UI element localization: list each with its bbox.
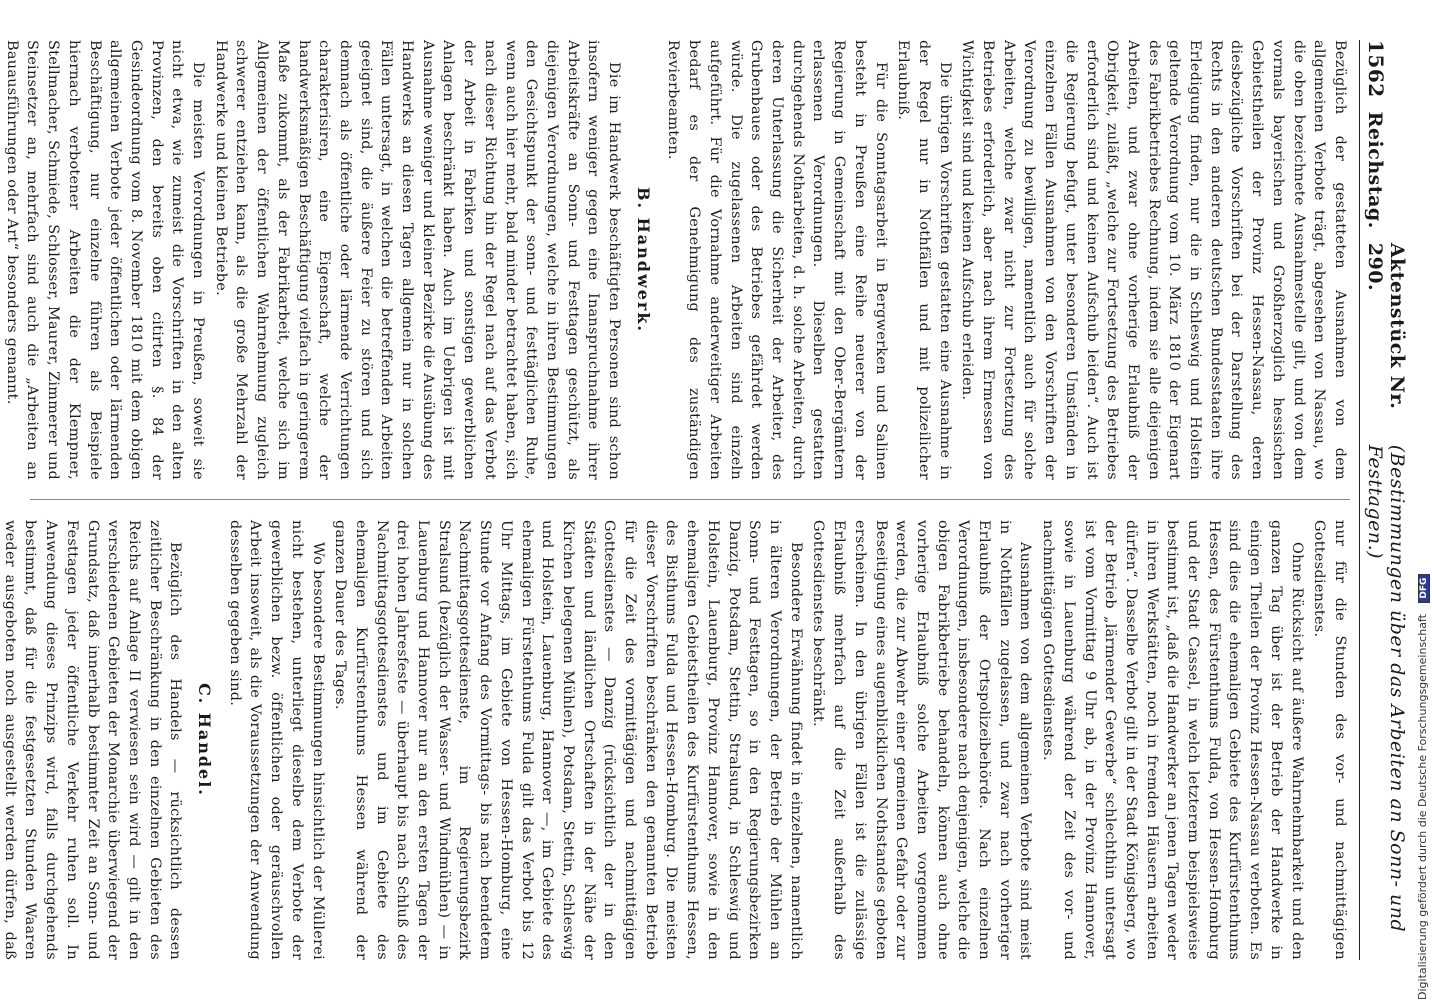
column-divider bbox=[30, 499, 1350, 500]
paragraph: Die im Handwerk beschäftigten Personen sind schon insofern weniger gegen eine Inanspruchnahme ihrer Arbeitskräfte an Sonn- und Festtagen geschützt, als diejenigen Verordnungen, welche in ihren Bestimmungen den Gesichtspunkt der sonn- und festtäglichen Ruhe, wenn auch hier mehr, bald minder betrachtet haben, sich nach dieser Richtung hin der Regel nach auf das Verbot der Arbeit in Fabriken und sonstigen gewerblichen Anlagen beschränkt haben. Auch im Uebrigen ist mit Ausnahme weniger und kleiner Bezirke die Ausübung des Handwerks an diesen Tagen allgemein nur in solchen Fällen untersagt, in welchen die betreffenden Arbeiten geeignet sind, die äußere Feier zu stören und sich demnach als öffentliche oder lärmende Verrichtungen charakterisiren, eine Eigenschaft, welche der handwerksmäßigen Beschäftigung vielfach in geringerem Maße zukommt, als der Fabrikarbeit, welche sich im Allgemeinen der öffentlichen Wahrnehmung zugleich schwerer entziehen kann, als die große Mehrzahl der Handwerke und kleinen Betriebe. bbox=[212, 40, 623, 480]
header-title: (Bestimmungen über das Arbeiten an Sonn- und Festtagen.) bbox=[1364, 444, 1408, 933]
paragraph: nur für die Stunden des vor- und nachmittägigen Gottesdienstes. bbox=[1311, 520, 1348, 960]
paragraph: Besondere Erwähnung findet in einzelnen, namentlich in älteren Verordnungen, der Betrieb der Mühlen an Sonn- und Festtagen, so in den Regierungsbezirken Danzig, Potsdam, Stettin, Stralsund, in Schleswig und Holstein, Lauenburg, Provinz Hannover, sowie in den ehemaligen Gebietstheilen des Kurfürstenthums Hessen, des Bisthums Fulda und Hessen-Homburg. Die meisten dieser Vorschriften beschränken den genannten Betrieb für die Zeit des vormittägigen und nachmittägigen Gottesdienstes — Danzig (rücksichtlich der in den Städten und ländlichen Ortschaften in der Nähe der Kirchen belegenen Mühlen), Potsdam, Stettin, Schleswig und Holstein, Lauenburg, Hannover —, im Gebiete des ehemaligen Fürstenthums Fulda gilt das Verbot bis 12 Uhr Mittags, im Gebiete von Hessen-Homburg, eine Stunde vor Anfang des Vormittags- bis nach beendetem Nachmittagsgottesdienste, im Regierungsbezirk Stralsund (bezüglich der Wasser- und Windmühlen) — in Lauenburg und Hannover nur an den ersten Tagen der drei hohen Jahresfeste — überhaupt bis nach Schluß des Nachmittagsgottesdienstes und im Gebiete des ehemaligen Kurfürstenthums Hessen während der ganzen Dauer des Tages. bbox=[332, 520, 804, 960]
section-heading-c: C. Handel. bbox=[195, 683, 215, 797]
paragraph: Für die Sonntagsarbeit in Bergwerken und Salinen besteht in Preußen eine Reihe neuerer von der Regierung in Gemeinschaft mit den Ober-Bergämtern erlassenen Verordnungen. Dieselben gestatten durchgehends Notharbeiten, d. h. solche Arbeiten, durch deren Unterlassung die Sicherheit der Arbeiter, des Grubenbaues oder des Betriebes gefährdet werden würde. Die zugelassenen Arbeiten sind einzeln aufgeführt. Für die Vornahme anderweitiger Arbeiten bedarf es der Genehmigung des zuständigen Revierbeamten. bbox=[665, 40, 889, 480]
section-heading-b: B. Handwerk. bbox=[633, 186, 653, 333]
digitization-note-text: Digitalisierung gefördert durch die Deutsche Forschungsgemeinschaft bbox=[1416, 614, 1429, 1000]
right-column bbox=[0, 520, 1350, 960]
paragraph: Die übrigen Vorschriften gestatten eine Ausnahme in der Regel nur in Nothfällen und mit polizeilicher Erlaubniß. bbox=[895, 40, 953, 480]
digitization-note bbox=[1416, 30, 1430, 1000]
paragraph: Ohne Rücksicht auf äußere Wahrnehmbarkeit und den ganzen Tag über ist der Betrieb der Handwerke in einigen Theilen der Provinz Hessen-Nassau verboten. Es sind dies die ehemaligen Gebiete des Kurfürstenthums Hessen, des Fürstenthums Fulda, von Hessen-Homburg und der Stadt Cassel, in welch letzterem beispielsweise bestimmt ist, „daß die Handwerker an jenen Tagen weder in ihren Werkstätten, noch in fremden Häusern arbeiten dürfen“. Dasselbe Verbot gilt in der Stadt Königsberg, wo der Betrieb „lärmender Gewerbe“ schlechthin untersagt ist vom Vormittag 9 Uhr ab, in der Provinz Hannover, sowie in Lauenburg während der Zeit des vor- und nachmittägigen Gottesdienstes. bbox=[1040, 520, 1305, 960]
header-document: Aktenstück Nr. 290. bbox=[1364, 242, 1408, 410]
paragraph: Ausnahmen von dem allgemeinen Verbote sind meist in Nothfällen zugelassen, und zwar nach vorheriger Erlaubniß der Ortspolizeibehörde. Nach einzelnen Verordnungen, insbesondere nach denjenigen, welche die obigen Fabrikbetriebe behandeln, können auch ohne vorherige Erlaubniß solche Arbeiten vorgenommen werden, die zur Abwehr einer gemeinen Gefahr oder zur Beseitigung eines augenblicklichen Nothstandes geboten erscheinen. In den übrigen Fällen ist die zulässige Erlaubniß mehrfach auf die Zeit außerhalb des Gottesdienstes beschränkt. bbox=[810, 520, 1034, 960]
page-number: 1562 bbox=[1364, 40, 1388, 98]
left-column bbox=[0, 40, 1350, 480]
page-header bbox=[1359, 40, 1408, 960]
paragraph: Bezüglich der gestatteten Ausnahmen von dem allgemeinen Verbote trägt, abgesehen von Nassau, wo die oben bezeichnete Ausnahmestelle gilt, und von dem vormals bayerischen und Großherzoglich hessischen Gebietstheilen der Provinz Hessen-Nassau, deren diesbezügliche Vorschriften bei der Darstellung des Rechts in den anderen deutschen Bundesstaaten ihre Erledigung finden, nur die in Schleswig und Holstein geltende Verordnung vom 10. März 1810 der Eigenart des Fabrikbetriebes Rechnung, indem sie alle diejenigen Arbeiten, und zwar ohne vorherige Erlaubniß der Obrigkeit, zuläßt, „welche zur Fortsetzung des Betriebes erforderlich sind und keinen Aufschub leiden“. Auch ist die Regierung befugt, unter besonderen Umständen in einzelnen Fällen Ausnahmen von den Vorschriften der Verordnung zu bewilligen, namentlich auch für solche Arbeiten, welche zwar nicht zur Fortsetzung des Betriebes erforderlich, aber nach ihrem Ermessen von Wichtigkeit sind und keinen Aufschub erleiden. bbox=[959, 40, 1348, 480]
dfg-logo: DFG bbox=[1418, 574, 1430, 603]
paragraph: Die meisten Verordnungen in Preußen, soweit sie nicht etwa, wie zumeist die Vorschriften in den alten Provinzen, den bereits oben citirten §. 84 der Gesindeordnung vom 8. November 1810 mit dem obigen allgemeinen Verbote jeder öffentlichen oder lärmenden Beschäftigung, nur einzelne führen als Beispiele hiernach verbotener Arbeiten die der Klempner, Stellmacher, Schmiede, Schlosser, Maurer, Zimmerer und Steinsetzer an, mehrfach sind auch die „Arbeiten an Bauausführungen oder Art“ besonders genannt. bbox=[3, 40, 207, 480]
paragraph: Bezüglich des Handels — rücksichtlich dessen zeitlicher Beschränkung in den einzelnen Gebieten des Reichs auf Anlage II verwiesen sein wird — gilt in den verschiedenen Gebieten der Monarchie überwiegend der Grundsatz, daß innerhalb bestimmter Zeit an Sonn- und Festtagen jeder öffentliche Verkehr ruhen soll. In Anwendung dieses Prinzips wird, falls durchgehends bestimmt, daß für die festgesetzten Stunden Waaren weder ausgeboten noch ausgestellt werden dürfen, daß bbox=[1, 520, 184, 960]
paragraph: Wo besondere Bestimmungen hinsichtlich der Müllerei nicht bestehen, unterliegt dieselbe dem Verbote der gewerblichen bezw. öffentlichen oder geräuschvollen Arbeit insoweit, als die Voraussetzungen der Anwendung desselben gegeben sind. bbox=[226, 520, 326, 960]
header-section: Reichstag. bbox=[1364, 111, 1386, 229]
